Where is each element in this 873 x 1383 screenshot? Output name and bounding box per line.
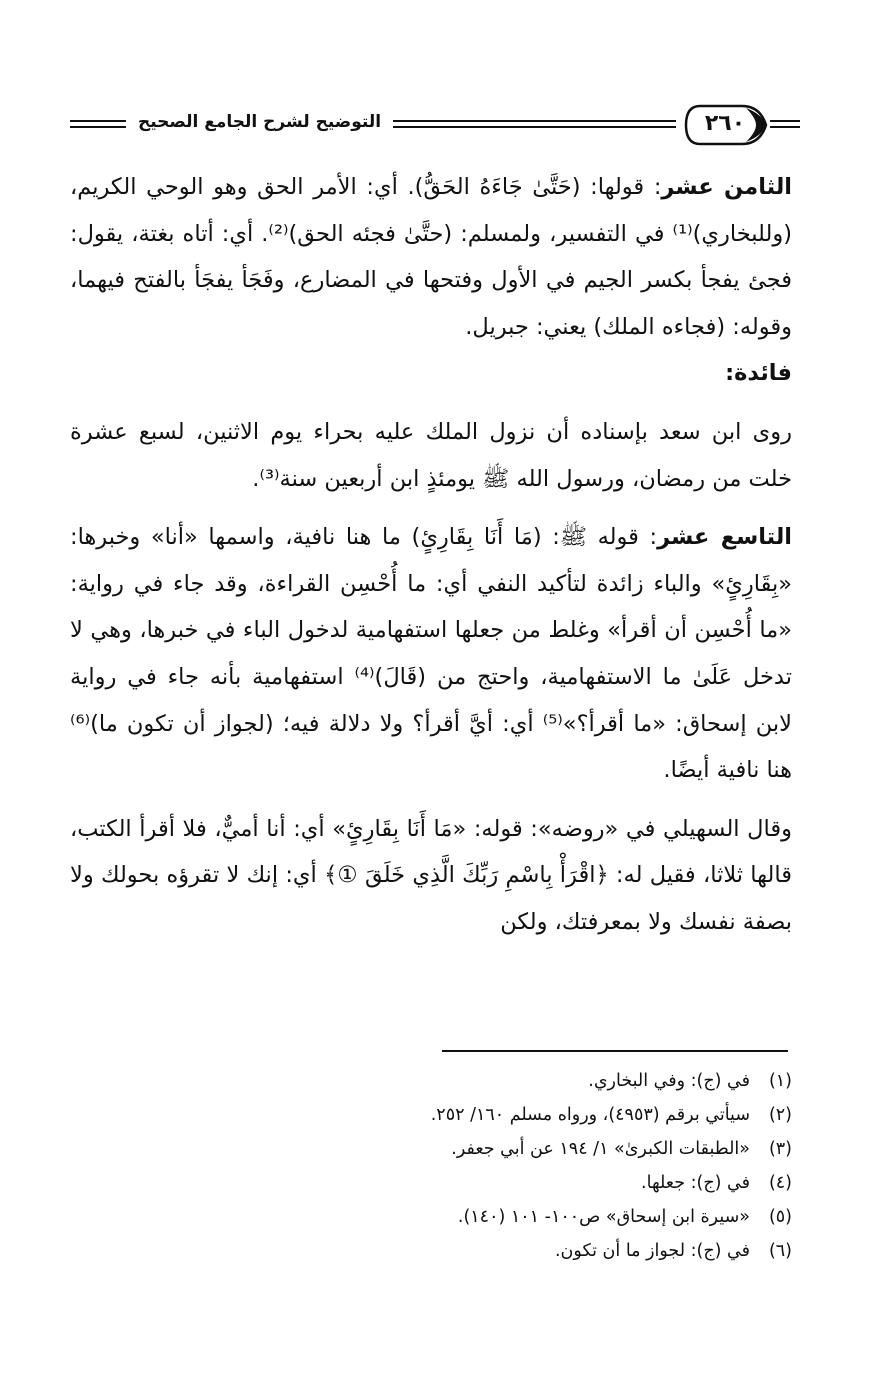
footnote-number: (٥) [768,1207,792,1227]
footnote-number: (١) [768,1071,792,1091]
header-rule-middle [393,120,676,134]
page-number: ٢٦٠ [704,111,746,136]
paragraph-text: : قوله ﷺ: (مَا أَنَا بِقَارِئٍ) ما هنا نافية، واسمها «أنا» وخبرها: «بِقَارِئٍ» والباء زائدة لتأكيد النفي أي: ما أُحْسِن القراءة، وقد جاء في رواية: «ما أُحْسِن أن أقرأ» وغلط من جعلها استفهامية لدخول الباء في خبرها، وهي لا تدخل عَلَىٰ ما الاستفهامية، واحتج من (قَالَ)⁽⁴⁾ استفهامية بأنه جاء في رواية لابن إسحاق: «ما أقرأ؟»⁽⁵⁾ أي: أيَّ أقرأ؟ ولا دلالة فيه؛ (لجواز أن تكون ما)⁽⁶⁾ هنا نافية أيضًا. [70,524,793,784]
footnote-text: «سيرة ابن إسحاق» ص١٠٠- ١٠١ (١٤٠). [457,1207,750,1227]
footnote-separator [442,1050,788,1052]
paragraph-suhayli: وقال السهيلي في «روضه»: قوله: «مَا أَنَا بِقَارِئٍ» أي: أنا أميٌّ، فلا أقرأ الكتب، قالها ثلاثا، فقيل له: ﴿اقْرَأْ بِاسْمِ رَبِّكَ الَّذِي خَلَقَ ①﴾ أي: إنك لا تقرؤه بحولك ولا بصفة نفسك ولا بمعرفتك، ولكن [70,815,792,935]
main-text [70,164,792,946]
footnote [300,1166,792,1200]
footnote-text: في (ج): لجواز ما أن تكون. [554,1241,750,1261]
page-number-badge [682,102,768,148]
paragraph-eighteenth [70,164,792,350]
footnotes [300,1064,792,1268]
page-header [70,98,800,160]
footnote-text: سيأتي برقم (٤٩٥٣)، ورواه مسلم ١٦٠/ ٢٥٢. [430,1105,750,1125]
section-label: الثامن عشر [661,174,792,200]
footnote-text: في (ج): وفي البخاري. [588,1071,750,1091]
header-rule-right [770,120,800,134]
footnote [300,1064,792,1098]
footnote [300,1234,792,1268]
footnote [300,1098,792,1132]
paragraph-nineteenth [70,514,792,794]
footnote-number: (٣) [768,1139,792,1159]
footnote-number: (٦) [768,1241,792,1261]
running-title: التوضيح لشرح الجامع الصحيح [137,112,382,132]
footnote-text: في (ج): جعلها. [641,1173,750,1193]
paragraph-text: : قولها: (حَتَّىٰ جَاءَهُ الحَقُّ). أي: الأمر الحق وهو الوحي الكريم، (وللبخاري)⁽¹⁾ في التفسير، ولمسلم: (حتَّىٰ فجئه الحق)⁽²⁾. أي: أتاه بغتة، يقول: فجئ يفجأ بكسر الجيم في الأول وفتحها في المضارع، وفَجَأ يفجَأ بالفتح فيهما، وقوله: (فجاءه الملك) يعني: جبريل. [70,174,792,340]
footnote [300,1200,792,1234]
faida-heading: فائدة: [725,360,792,387]
footnote-text: «الطبقات الكبرىٰ» ١/ ١٩٤ عن أبي جعفر. [451,1139,750,1159]
header-rule-left [70,120,126,134]
footnote-number: (٤) [768,1173,792,1193]
footnote [300,1132,792,1166]
footnote-number: (٢) [768,1105,792,1125]
paragraph-ibn-saad: روى ابن سعد بإسناده أن نزول الملك عليه بحراء يوم الاثنين، لسبع عشرة خلت من رمضان، ورسول الله ﷺ يومئذٍ ابن أربعين سنة⁽³⁾. [70,418,792,492]
section-label: التاسع عشر [657,524,792,551]
